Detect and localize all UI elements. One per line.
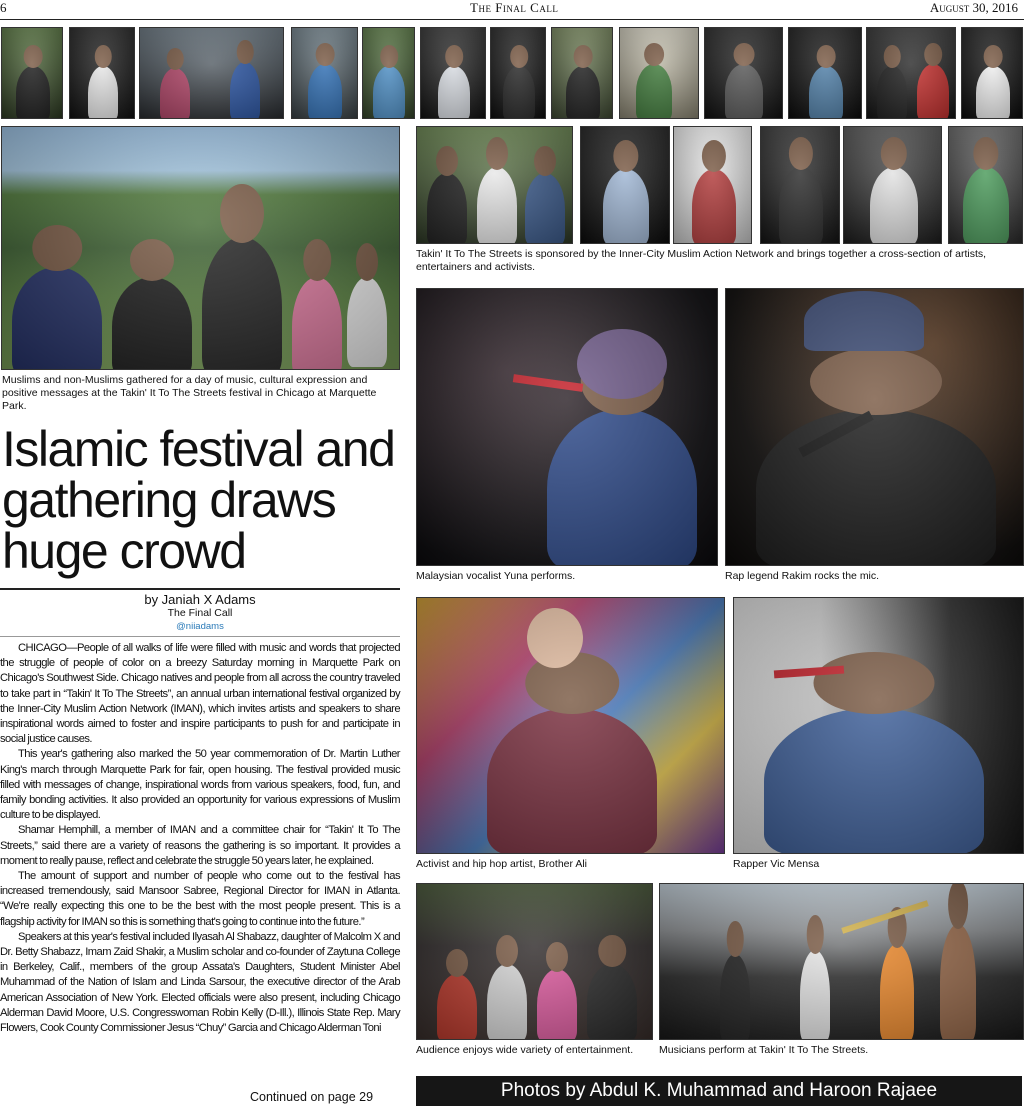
article-paragraph: Speakers at this year's festival included Ilyasah Al Shabazz, daughter of Malcolm X and Dr. Betty Shabazz, Imam Zaid Shakir, a Muslim scholar and co-founder of Zaytuna College in Berkeley, Calif., members of the group Assata's Daughters, Student Minister Abel Muhammad of the Nation of Islam and Linda Sarsour, the executive director of the Arab American Association of New York. Elected officials were also present, including Chicago Alderman David Moore, U.S. Congresswoman Robin Kelly (D-Ill.), Illinois State Rep. Mary Flowers, Cook County Commissioner Jesus “Chuy” Garcia and Chicago Alderman Toni	[0, 930, 400, 1035]
performer-photo	[291, 27, 358, 119]
publication-name: The Final Call	[470, 0, 559, 15]
crowd-photo	[416, 126, 573, 244]
continued-on-page[interactable]: Continued on page 29	[250, 1090, 374, 1104]
performer-photo	[704, 27, 783, 119]
article-body	[0, 641, 400, 1036]
performer-photo	[551, 27, 613, 119]
audience-caption: Audience enjoys wide variety of entertainment.	[416, 1044, 634, 1056]
musicians-photo	[659, 883, 1024, 1040]
performer-photo	[619, 27, 699, 119]
article-paragraph: CHICAGO—People of all walks of life were filled with music and words that projected the struggle of people of color on a breezy Saturday morning in Marquette Park on Chicago's Southwest Side. Chicago natives and people from all across the country traveled to take part in “Takin' It To The Streets”, an annual urban international festival organized by the Inner-City Muslim Action Network (IMAN), which invites artists and speakers to share inspirational words aimed to foster and inspire participants to push for and participate in social justice causes.	[0, 642, 400, 746]
vic-mensa-caption: Rapper Vic Mensa	[733, 858, 820, 870]
article-byline: by Janiah X Adams	[144, 592, 256, 607]
yuna-photo	[416, 288, 718, 566]
brother-ali-caption: Activist and hip hop artist, Brother Ali	[416, 858, 587, 870]
yuna-caption: Malaysian vocalist Yuna performs.	[416, 570, 576, 582]
performer-photo	[139, 27, 284, 119]
article-paragraph: The amount of support and number of people who come out to the festival has increased tremendously, said Mansoor Sabree, Regional Director for IMAN in Atlanta. “We're really expecting this one to be the best with the most people present. This is a flagship activity for IMAN so this is something that's going to continue into the future.”	[0, 870, 400, 928]
byline-rule	[0, 636, 400, 637]
sponsor-caption: Takin' It To The Streets is sponsored by the Inner-City Muslim Action Network and brings together a cross-section of artists, entertainers and activists.	[416, 248, 987, 273]
marquette-park-crowd-photo	[1, 126, 400, 370]
performer-photo	[490, 27, 546, 119]
article-paragraph: This year's gathering also marked the 50 year commemoration of Dr. Martin Luther King's march through Marquette Park for fair, open housing. The festival provided music filled with messages of change, inspirational words from various speakers, food, fun, and family bonding activities. It also provided an opportunity for various expressions of Muslim culture to be displayed.	[0, 748, 400, 822]
headline-rule	[0, 588, 400, 590]
brother-ali-photo	[416, 597, 725, 854]
performer-photo	[961, 27, 1023, 119]
performer-photo	[580, 126, 670, 244]
performer-photo	[1, 27, 63, 119]
rakim-caption: Rap legend Rakim rocks the mic.	[725, 570, 880, 582]
byline-organization: The Final Call	[167, 607, 233, 619]
performer-photo	[948, 126, 1023, 244]
performer-photo	[673, 126, 752, 244]
performer-photo	[760, 126, 840, 244]
article-paragraph: Shamar Hemphill, a member of IMAN and a committee chair for “Takin' It To The Streets,” said there are a variety of reasons the gathering is so important. It provides a moment to really pause, reflect and celebrate the struggle 50 years later, he explained.	[0, 824, 400, 867]
performer-photo	[843, 126, 942, 244]
performer-photo	[69, 27, 135, 119]
page-number: 6	[0, 0, 7, 15]
performer-photo	[420, 27, 486, 119]
photo-credit-banner: Photos by Abdul K. Muhammad and Haroon Rajaee	[416, 1076, 1022, 1106]
issue-date: August 30, 2016	[929, 0, 1018, 15]
article-headline: Islamic festival and gathering draws huge crowd	[2, 421, 395, 579]
author-handle[interactable]: @niiadams	[176, 621, 224, 632]
marquette-photo-caption: Muslims and non-Muslims gathered for a day of music, cultural expression and positive messages at the Takin' It To The Streets festival in Chicago at Marquette Park.	[2, 374, 377, 412]
musicians-caption: Musicians perform at Takin' It To The Streets.	[659, 1044, 869, 1056]
audience-photo	[416, 883, 653, 1040]
performer-photo	[362, 27, 415, 119]
performer-photo	[866, 27, 956, 119]
performer-photo	[788, 27, 862, 119]
rakim-photo	[725, 288, 1024, 566]
page-header	[0, 0, 1024, 20]
vic-mensa-photo	[733, 597, 1024, 854]
